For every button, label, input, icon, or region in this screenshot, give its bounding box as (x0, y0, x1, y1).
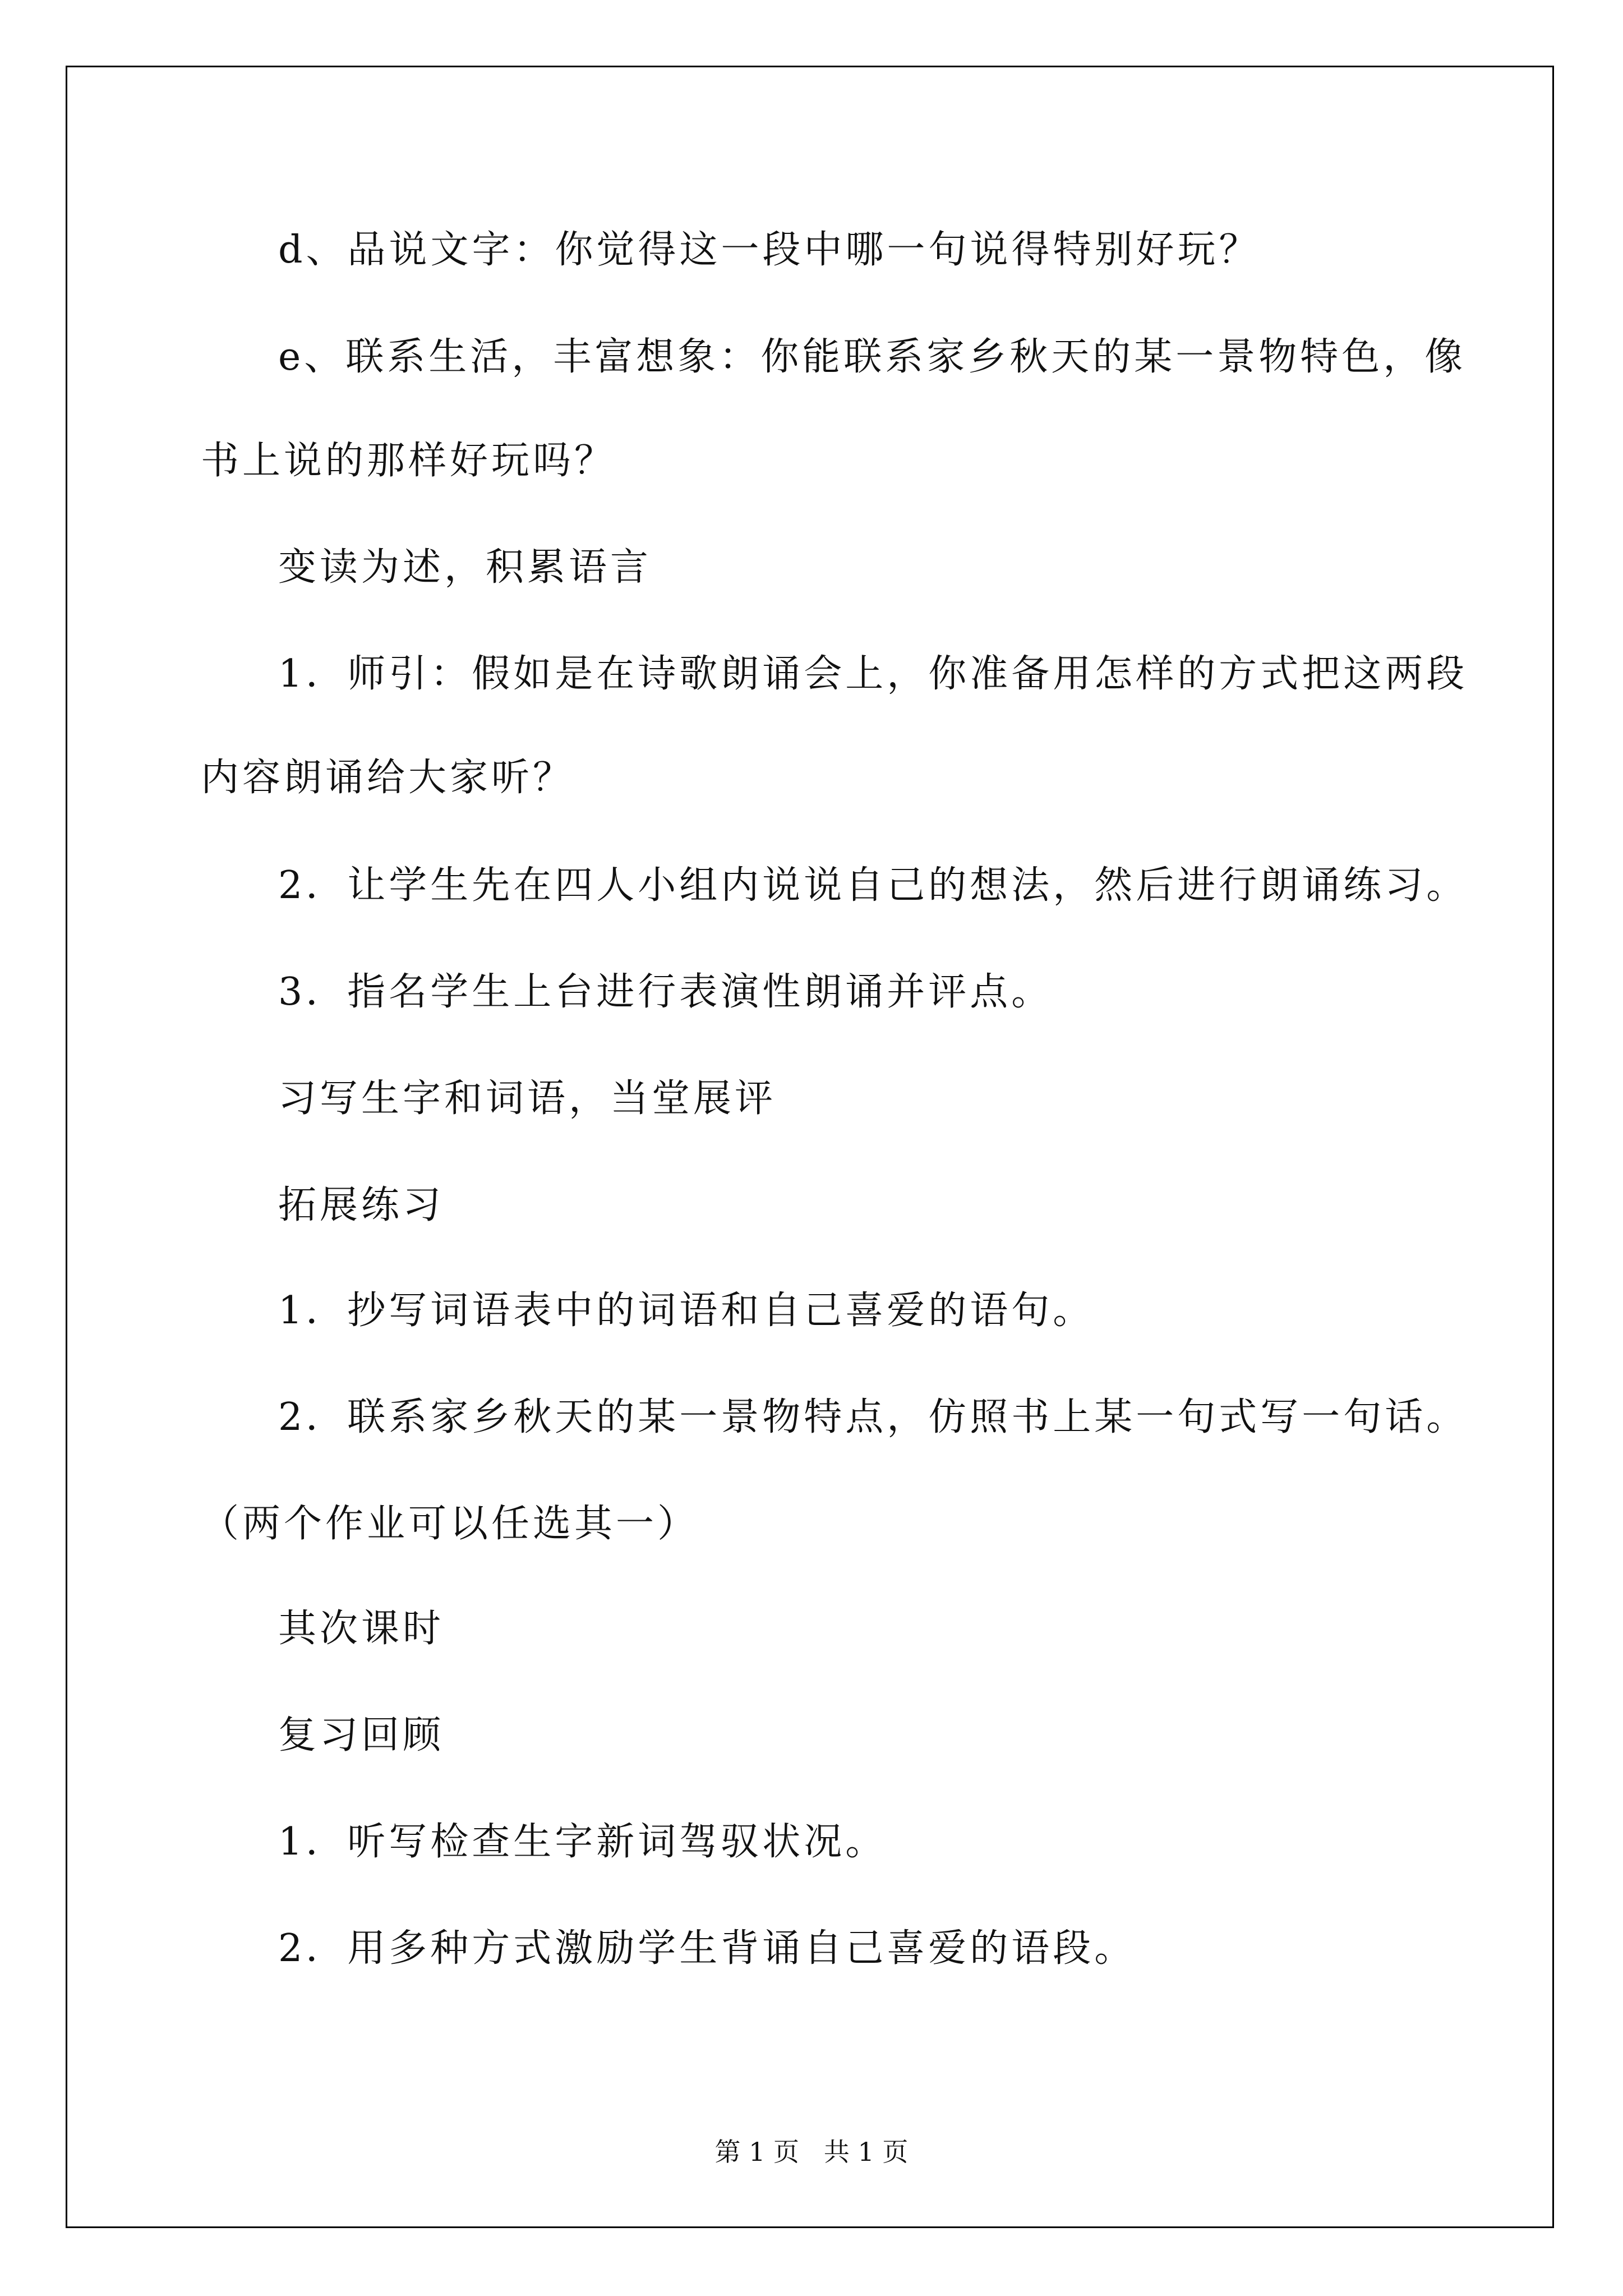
paragraph-line: 内容朗诵给大家听？ (201, 756, 575, 800)
paragraph-line: 2．用多种方式激励学生背诵自己喜爱的语段。 (278, 1926, 1136, 1971)
paragraph-line: 3．指名学生上台进行表演性朗诵并评点。 (278, 970, 1053, 1014)
paragraph-line: 1．听写检查生字新词驾驭状况。 (278, 1820, 887, 1864)
section-heading: 习写生字和词语，当堂展评 (278, 1076, 777, 1121)
section-heading: 变读为述，积累语言 (278, 545, 652, 590)
paragraph-line: 2．让学生先在四人小组内说说自己的想法，然后进行朗诵练习。 (278, 863, 1468, 908)
section-heading: 复习回顾 (278, 1713, 445, 1757)
page-border (66, 66, 1554, 2228)
paragraph-line: 2．联系家乡秋天的某一景物特点，仿照书上某一句式写一句话。 (278, 1395, 1468, 1439)
paragraph-line: d、品说文字：你觉得这一段中哪一句说得特别好玩？ (278, 228, 1261, 272)
paragraph-line: 书上说的那样好玩吗？ (201, 439, 616, 483)
paragraph-line: 1．抄写词语表中的词语和自己喜爱的语句。 (278, 1289, 1095, 1333)
section-heading: 其次课时 (278, 1607, 445, 1651)
paragraph-line: （两个作业可以任选其一） (201, 1502, 699, 1546)
page-footer: 第 1 页 共 1 页 (714, 2137, 909, 2167)
paragraph-line: 1．师引：假如是在诗歌朗诵会上，你准备用怎样的方式把这两段 (278, 652, 1468, 696)
section-heading: 拓展练习 (278, 1183, 445, 1227)
paragraph-line: e、联系生活，丰富想象：你能联系家乡秋天的某一景物特色，像 (278, 335, 1467, 379)
